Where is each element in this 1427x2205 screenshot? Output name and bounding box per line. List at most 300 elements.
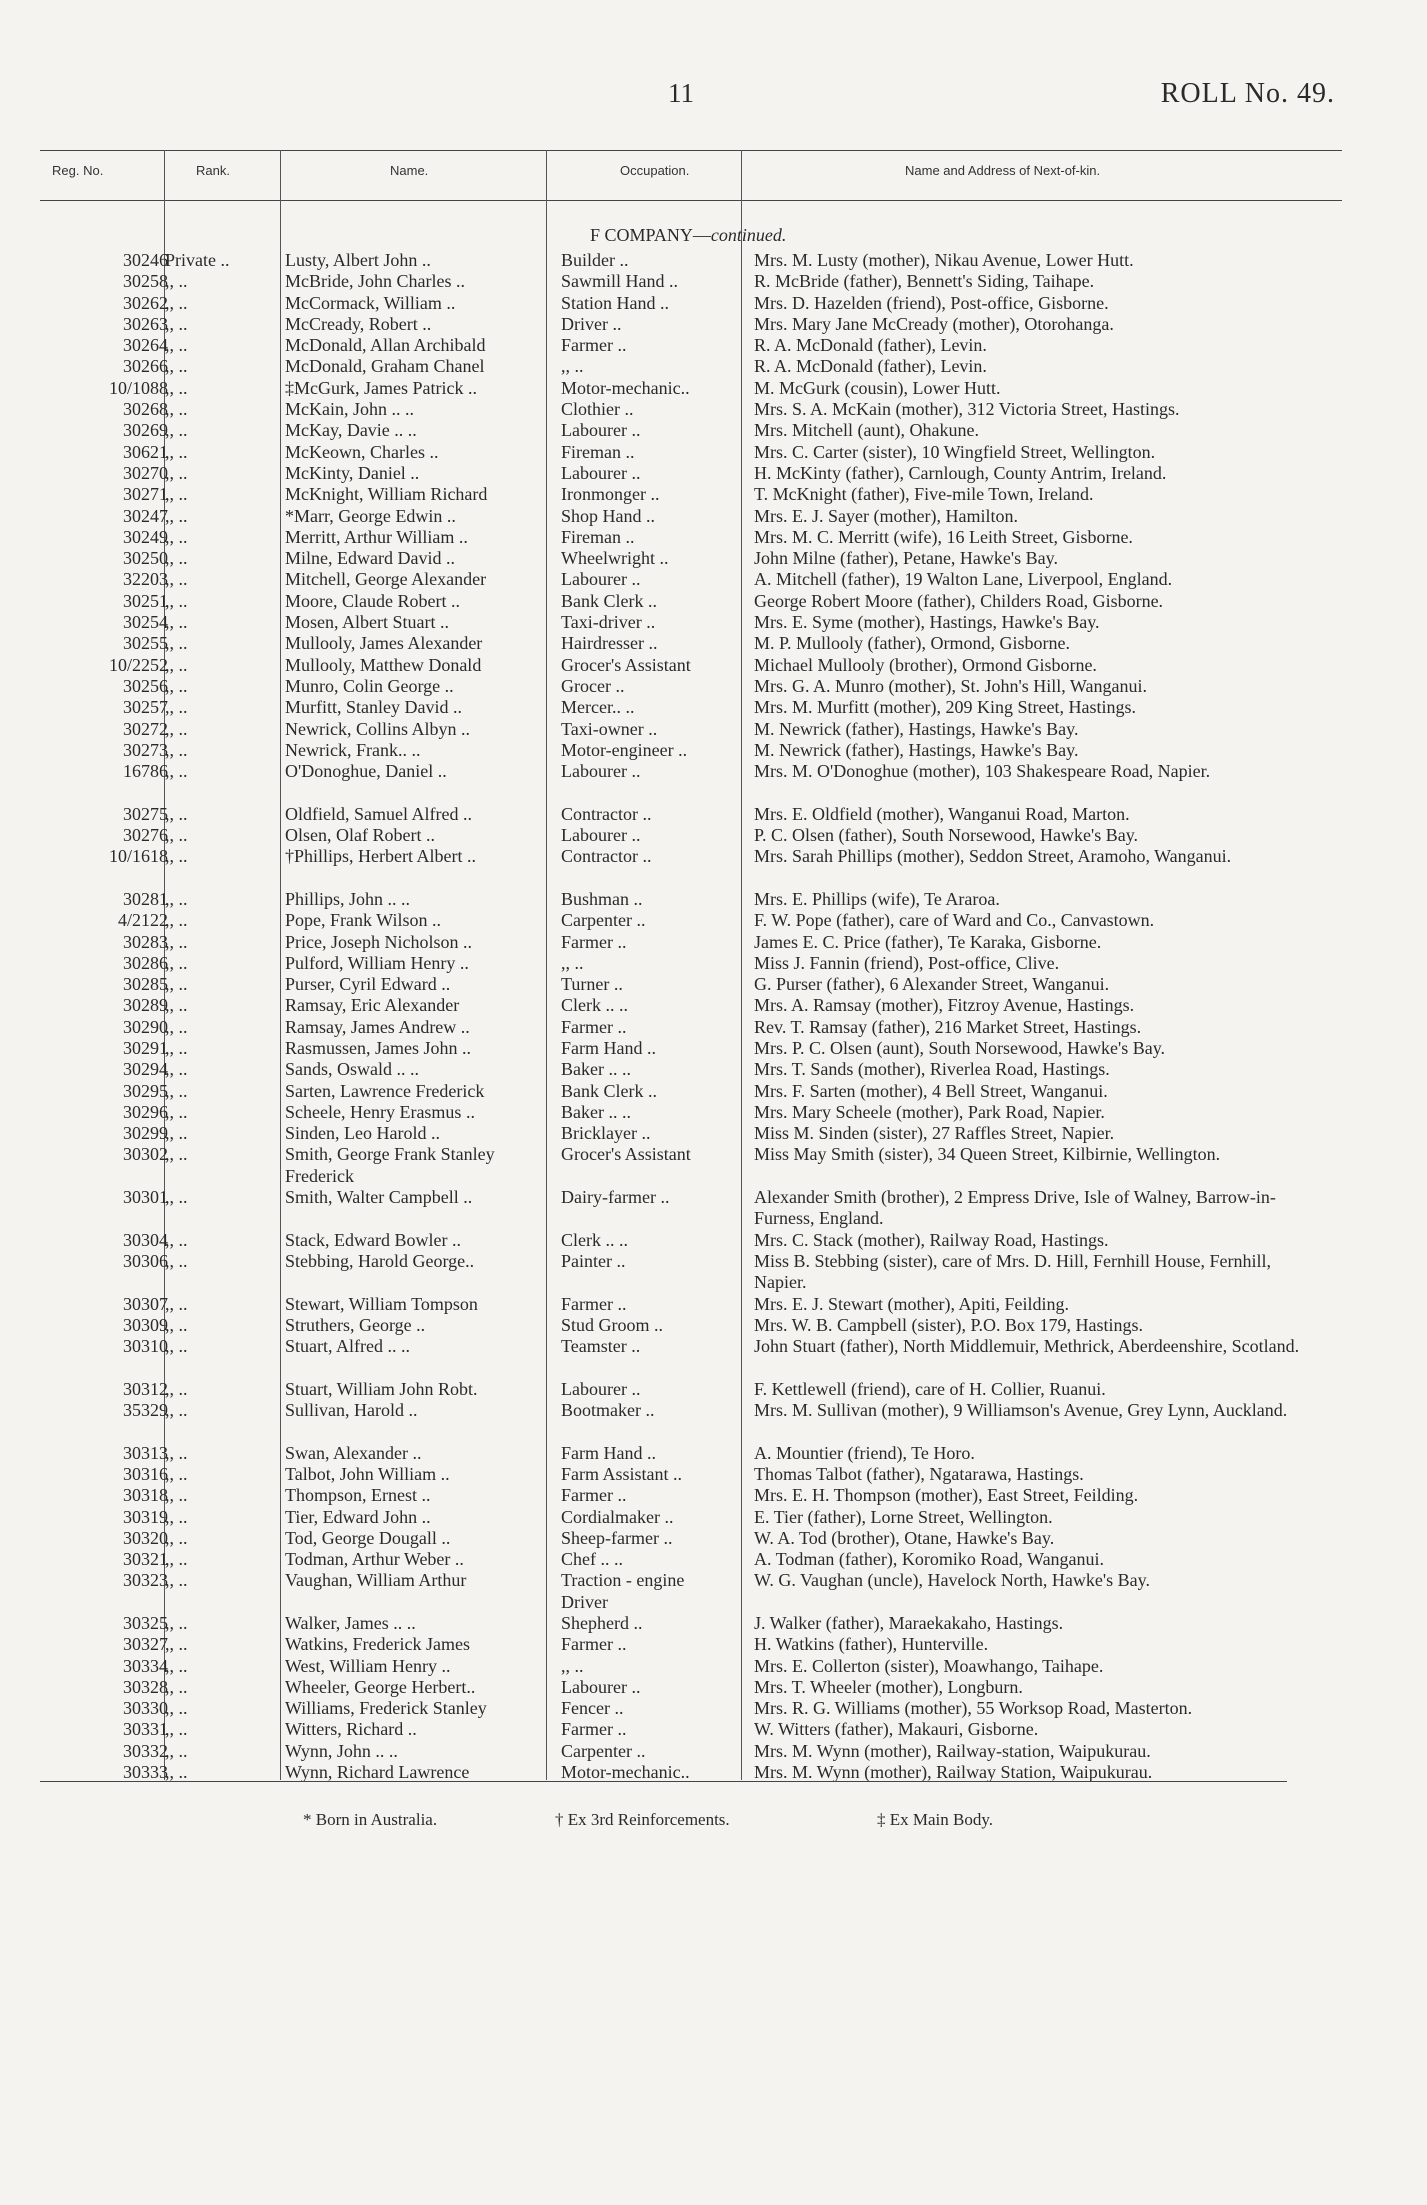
cell-rank: ,, .. <box>165 1570 188 1591</box>
cell-occupation: Builder .. <box>561 250 629 270</box>
table-row <box>0 932 1427 953</box>
cell-next-of-kin: Mrs. T. Sands (mother), Riverlea Road, Hastings. <box>754 1059 1110 1080</box>
cell-reg-no: 30283 <box>123 931 168 952</box>
table-row <box>0 825 1427 846</box>
cell-rank: ,, .. <box>165 1293 188 1314</box>
cell-name: *Marr, George Edwin .. <box>285 505 456 526</box>
cell-name: Scheele, Henry Erasmus .. <box>285 1101 475 1122</box>
cell-occupation: Clerk .. .. <box>561 995 628 1016</box>
cell-occupation: Cordialmaker .. <box>561 1506 674 1527</box>
cell-reg-no: 30333 <box>123 1762 168 1783</box>
cell-reg-no: 30295 <box>123 1080 168 1101</box>
table-row <box>0 484 1427 505</box>
cell-occupation: Hairdresser .. <box>561 633 658 654</box>
cell-rank: ,, .. <box>165 1485 188 1506</box>
cell-occupation: Farmer .. <box>561 1016 627 1037</box>
table-row <box>0 1379 1427 1400</box>
cell-occupation: Sawmill Hand .. <box>561 271 678 292</box>
cell-occupation: Painter .. <box>561 1250 626 1271</box>
cell-occupation: Baker .. .. <box>561 1101 631 1122</box>
table-row <box>0 655 1427 676</box>
table-row <box>0 1102 1427 1123</box>
roll-title: ROLL No. 49. <box>1160 78 1335 109</box>
cell-occupation: Contractor .. <box>561 846 652 867</box>
cell-next-of-kin: G. Purser (father), 6 Alexander Street, Wanganui. <box>754 974 1110 995</box>
cell-occupation: Bank Clerk .. <box>561 1080 657 1101</box>
cell-name: Rasmussen, James John .. <box>285 1037 471 1058</box>
cell-occupation: Fencer .. <box>561 1698 624 1719</box>
table-row <box>0 1315 1427 1336</box>
cell-rank: ,, .. <box>165 739 188 760</box>
cell-rank: ,, .. <box>165 1698 188 1719</box>
cell-rank: ,, .. <box>165 761 188 782</box>
cell-reg-no: 30255 <box>123 633 168 654</box>
table-row <box>0 633 1427 654</box>
cell-name: Pope, Frank Wilson .. <box>285 910 441 931</box>
cell-rank: ,, .. <box>165 1016 188 1037</box>
table-row <box>0 761 1427 804</box>
cell-next-of-kin: Mrs. Sarah Phillips (mother), Seddon Street, Aramoho, Wanganui. <box>754 846 1232 867</box>
cell-name: Struthers, George .. <box>285 1314 426 1335</box>
cell-rank: ,, .. <box>165 484 188 505</box>
cell-rank: ,, .. <box>165 1506 188 1527</box>
cell-name: Talbot, John William .. <box>285 1463 450 1484</box>
cell-rank: ,, .. <box>165 271 188 292</box>
cell-occupation: Grocer's Assistant <box>561 654 691 675</box>
table-row <box>0 1400 1427 1443</box>
cell-reg-no: 30249 <box>123 526 168 547</box>
cell-name: Walker, James .. .. <box>285 1613 416 1633</box>
cell-next-of-kin: Mrs. E. Oldfield (mother), Wanganui Road, Marton. <box>754 803 1130 824</box>
cell-rank: ,, .. <box>165 1549 188 1570</box>
cell-next-of-kin: P. C. Olsen (father), South Norsewood, Hawke's Bay. <box>754 825 1139 846</box>
cell-name: Munro, Colin George .. <box>285 675 454 696</box>
cell-name: Price, Joseph Nicholson .. <box>285 931 472 952</box>
cell-next-of-kin: Mrs. A. Ramsay (mother), Fitzroy Avenue, Hastings. <box>754 995 1135 1016</box>
cell-reg-no: 30281 <box>123 888 168 909</box>
cell-rank: ,, .. <box>165 548 188 569</box>
cell-next-of-kin: R. McBride (father), Bennett's Siding, Taihape. <box>754 271 1095 292</box>
cell-occupation: ,, .. <box>561 952 584 973</box>
cell-next-of-kin: Mrs. E. Collerton (sister), Moawhango, Taihape. <box>754 1655 1104 1676</box>
cell-name: Oldfield, Samuel Alfred .. <box>285 803 472 824</box>
cell-next-of-kin: Miss J. Fannin (friend), Post-office, Clive. <box>754 952 1060 973</box>
table-row <box>0 974 1427 995</box>
cell-rank: ,, .. <box>165 931 188 952</box>
column-header-name: Name. <box>390 163 429 178</box>
cell-rank: ,, .. <box>165 803 188 824</box>
cell-occupation: Stud Groom .. <box>561 1314 664 1335</box>
cell-reg-no: 30307 <box>123 1293 168 1314</box>
cell-reg-no: 30321 <box>123 1549 168 1570</box>
cell-reg-no: 30258 <box>123 271 168 292</box>
cell-name: Mullooly, Matthew Donald <box>285 654 482 675</box>
cell-reg-no: 30266 <box>123 356 168 377</box>
cell-name: Sands, Oswald .. .. <box>285 1059 419 1080</box>
cell-occupation: Teamster .. <box>561 1336 641 1357</box>
cell-next-of-kin: Rev. T. Ramsay (father), 216 Market Street, Hastings. <box>754 1016 1142 1037</box>
cell-reg-no: 30263 <box>123 313 168 334</box>
cell-reg-no: 30289 <box>123 995 168 1016</box>
cell-reg-no: 30286 <box>123 952 168 973</box>
cell-name: Stuart, Alfred .. .. <box>285 1336 410 1357</box>
column-header-reg: Reg. No. <box>52 163 104 178</box>
cell-next-of-kin: Mrs. M. Wynn (mother), Railway Station, Waipukurau. <box>754 1762 1153 1783</box>
table-row <box>0 1613 1427 1634</box>
table-row <box>0 1251 1427 1294</box>
cell-next-of-kin: A. Mountier (friend), Te Horo. <box>754 1442 975 1463</box>
cell-reg-no: 30327 <box>123 1634 168 1655</box>
cell-occupation: Dairy-farmer .. <box>561 1187 670 1208</box>
cell-reg-no: 10/1618 <box>108 846 168 867</box>
cell-reg-no: 30247 <box>123 505 168 526</box>
cell-rank: ,, .. <box>165 1463 188 1484</box>
table-row <box>0 420 1427 441</box>
cell-occupation: Clerk .. .. <box>561 1229 628 1250</box>
cell-name: Tod, George Dougall .. <box>285 1527 451 1548</box>
section-suffix: continued. <box>710 225 787 245</box>
cell-occupation: Farmer .. <box>561 931 627 952</box>
cell-reg-no: 30332 <box>123 1740 168 1761</box>
cell-name: Watkins, Frederick James <box>285 1634 471 1655</box>
cell-next-of-kin: Mrs. M. O'Donoghue (mother), 103 Shakespeare Road, Napier. <box>754 761 1211 782</box>
table-row <box>0 293 1427 314</box>
cell-next-of-kin: Mrs. P. C. Olsen (aunt), South Norsewood, Hawke's Bay. <box>754 1037 1166 1058</box>
cell-occupation: Clothier .. <box>561 399 634 420</box>
cell-reg-no: 30323 <box>123 1570 168 1591</box>
cell-name: Stuart, William John Robt. <box>285 1378 478 1399</box>
table-row <box>0 1698 1427 1719</box>
cell-occupation: Farm Hand .. <box>561 1037 656 1058</box>
table-row <box>0 1464 1427 1485</box>
cell-name: Witters, Richard .. <box>285 1719 417 1740</box>
cell-reg-no: 32203 <box>123 569 168 590</box>
cell-name: Pulford, William Henry .. <box>285 952 469 973</box>
cell-occupation: Bank Clerk .. <box>561 590 657 611</box>
table-row <box>0 1570 1427 1613</box>
cell-reg-no: 30330 <box>123 1698 168 1719</box>
cell-name: McBride, John Charles .. <box>285 271 465 292</box>
cell-name: Milne, Edward David .. <box>285 548 455 569</box>
cell-occupation: Labourer .. <box>561 569 641 590</box>
cell-name: Wynn, John .. .. <box>285 1740 398 1761</box>
cell-rank: ,, .. <box>165 675 188 696</box>
cell-name: Wynn, Richard Lawrence <box>285 1762 470 1783</box>
table-row <box>0 846 1427 889</box>
cell-name: O'Donoghue, Daniel .. <box>285 761 447 782</box>
table-row <box>0 910 1427 931</box>
cell-name: McDonald, Graham Chanel <box>285 356 485 377</box>
cell-rank: ,, .. <box>165 995 188 1016</box>
cell-next-of-kin: W. Witters (father), Makauri, Gisborne. <box>754 1719 1039 1740</box>
table-row <box>0 1336 1427 1379</box>
cell-name: McCormack, William .. <box>285 292 456 313</box>
table-row <box>0 1017 1427 1038</box>
table-row <box>0 1144 1427 1187</box>
table-row <box>0 1294 1427 1315</box>
table-row <box>0 1741 1427 1762</box>
cell-rank: ,, .. <box>165 697 188 718</box>
nominal-roll-table <box>0 250 1427 1783</box>
table-row <box>0 399 1427 420</box>
table-row <box>0 527 1427 548</box>
table-row <box>0 1634 1427 1655</box>
cell-next-of-kin: M. P. Mullooly (father), Ormond, Gisborne. <box>754 633 1070 654</box>
table-row <box>0 1123 1427 1144</box>
cell-next-of-kin: James E. C. Price (father), Te Karaka, Gisborne. <box>754 931 1102 952</box>
cell-reg-no: 30316 <box>123 1463 168 1484</box>
cell-name: Mosen, Albert Stuart .. <box>285 612 449 633</box>
cell-occupation: Grocer .. <box>561 675 625 696</box>
cell-reg-no: 16786 <box>123 761 168 782</box>
cell-occupation: Farmer .. <box>561 1719 627 1740</box>
cell-rank: ,, .. <box>165 952 188 973</box>
cell-rank: ,, .. <box>165 825 188 846</box>
cell-occupation: Carpenter .. <box>561 910 646 931</box>
cell-next-of-kin: Mrs. R. G. Williams (mother), 55 Worksop Road, Masterton. <box>754 1698 1193 1719</box>
cell-next-of-kin: John Stuart (father), North Middlemuir, Methrick, Aberdeenshire, Scotland. <box>754 1336 1300 1357</box>
cell-rank: ,, .. <box>165 335 188 356</box>
cell-occupation: Taxi-driver .. <box>561 612 656 633</box>
cell-next-of-kin: Mrs. M. Sullivan (mother), 9 Williamson's Avenue, Grey Lynn, Auckland. <box>754 1400 1288 1421</box>
cell-next-of-kin: Miss M. Sinden (sister), 27 Raffles Street, Napier. <box>754 1123 1115 1144</box>
cell-reg-no: 30302 <box>123 1144 168 1165</box>
table-row <box>0 889 1427 910</box>
cell-occupation: Motor-mechanic.. <box>561 377 690 398</box>
cell-rank: ,, .. <box>165 526 188 547</box>
cell-occupation: Farm Hand .. <box>561 1442 656 1463</box>
cell-rank: ,, .. <box>165 1059 188 1080</box>
table-row <box>0 1507 1427 1528</box>
cell-rank: ,, .. <box>165 1613 188 1633</box>
cell-occupation: Labourer .. <box>561 462 641 483</box>
cell-rank: ,, .. <box>165 846 188 867</box>
cell-rank: Private .. <box>165 250 230 270</box>
cell-next-of-kin: Michael Mullooly (brother), Ormond Gisborne. <box>754 654 1097 675</box>
cell-rank: ,, .. <box>165 1400 188 1421</box>
cell-name: Stebbing, Harold George.. <box>285 1250 475 1271</box>
cell-reg-no: 30254 <box>123 612 168 633</box>
cell-rank: ,, .. <box>165 633 188 654</box>
cell-rank: ,, .. <box>165 1719 188 1740</box>
table-row <box>0 612 1427 633</box>
cell-name: Williams, Frederick Stanley <box>285 1698 487 1719</box>
cell-occupation: Farm Assistant .. <box>561 1463 683 1484</box>
cell-rank: ,, .. <box>165 1336 188 1357</box>
cell-occupation: ,, .. <box>561 1655 584 1676</box>
cell-next-of-kin: Alexander Smith (brother), 2 Empress Drive, Isle of Walney, Barrow-in-Furness, England. <box>754 1187 1276 1229</box>
table-row <box>0 1719 1427 1740</box>
cell-occupation: Labourer .. <box>561 420 641 441</box>
cell-next-of-kin: Mrs. E. J. Sayer (mother), Hamilton. <box>754 505 1018 526</box>
cell-next-of-kin: W. G. Vaughan (uncle), Havelock North, Hawke's Bay. <box>754 1570 1150 1591</box>
cell-next-of-kin: Mrs. C. Carter (sister), 10 Wingfield Street, Wellington. <box>754 441 1156 462</box>
cell-next-of-kin: Mrs. E. Syme (mother), Hastings, Hawke's Bay. <box>754 612 1100 633</box>
cell-name: Merritt, Arthur William .. <box>285 526 468 547</box>
cell-next-of-kin: George Robert Moore (father), Childers Road, Gisborne. <box>754 590 1164 611</box>
cell-reg-no: 30621 <box>123 441 168 462</box>
cell-reg-no: 30273 <box>123 739 168 760</box>
table-row <box>0 995 1427 1016</box>
cell-occupation: Chef .. .. <box>561 1549 623 1570</box>
cell-occupation: Ironmonger .. <box>561 484 660 505</box>
cell-reg-no: 4/2122 <box>117 910 168 931</box>
cell-reg-no: 10/2252 <box>108 654 168 675</box>
cell-name: McDonald, Allan Archibald <box>285 335 486 356</box>
cell-name: McKnight, William Richard <box>285 484 488 505</box>
cell-next-of-kin: Mrs. S. A. McKain (mother), 312 Victoria Street, Hastings. <box>754 399 1180 420</box>
cell-occupation: Farmer .. <box>561 1634 627 1655</box>
footnote-ex-main: ‡ Ex Main Body. <box>877 1810 994 1829</box>
table-row <box>0 569 1427 590</box>
cell-rank: ,, .. <box>165 505 188 526</box>
cell-name: Thompson, Ernest .. <box>285 1485 431 1506</box>
table-row <box>0 378 1427 399</box>
cell-name: West, William Henry .. <box>285 1655 451 1676</box>
cell-name: McCready, Robert .. <box>285 313 432 334</box>
cell-rank: ,, .. <box>165 377 188 398</box>
cell-reg-no: 30256 <box>123 675 168 696</box>
cell-reg-no: 30246 <box>123 250 168 270</box>
cell-occupation: Farmer .. <box>561 335 627 356</box>
cell-name: Sinden, Leo Harold .. <box>285 1123 440 1144</box>
cell-occupation: Driver .. <box>561 313 622 334</box>
cell-rank: ,, .. <box>165 313 188 334</box>
page-number: 11 <box>668 78 694 108</box>
table-row <box>0 1485 1427 1506</box>
cell-rank: ,, .. <box>165 1250 188 1271</box>
cell-next-of-kin: Mrs. M. C. Merritt (wife), 16 Leith Street, Gisborne. <box>754 526 1133 547</box>
cell-reg-no: 30304 <box>123 1229 168 1250</box>
cell-reg-no: 30309 <box>123 1314 168 1335</box>
cell-rank: ,, .. <box>165 1080 188 1101</box>
cell-next-of-kin: John Milne (father), Petane, Hawke's Bay. <box>754 548 1058 569</box>
cell-reg-no: 30264 <box>123 335 168 356</box>
cell-occupation: Carpenter .. <box>561 1740 646 1761</box>
cell-rank: ,, .. <box>165 1314 188 1335</box>
table-row <box>0 1230 1427 1251</box>
cell-occupation: Shepherd .. <box>561 1613 643 1633</box>
cell-reg-no: 30328 <box>123 1676 168 1697</box>
cell-reg-no: 30299 <box>123 1123 168 1144</box>
cell-name: Sullivan, Harold .. <box>285 1400 418 1421</box>
cell-rank: ,, .. <box>165 612 188 633</box>
cell-next-of-kin: W. A. Tod (brother), Otane, Hawke's Bay. <box>754 1527 1055 1548</box>
table-row <box>0 271 1427 292</box>
cell-name: ‡McGurk, James Patrick .. <box>285 377 477 398</box>
table-row <box>0 1081 1427 1102</box>
table-row <box>0 697 1427 718</box>
cell-next-of-kin: J. Walker (father), Maraekakaho, Hastings. <box>754 1613 1064 1633</box>
cell-next-of-kin: F. Kettlewell (friend), care of H. Collier, Ruanui. <box>754 1378 1106 1399</box>
table-row <box>0 719 1427 740</box>
cell-name: Mitchell, George Alexander <box>285 569 487 590</box>
cell-occupation: Wheelwright .. <box>561 548 669 569</box>
cell-occupation: Bootmaker .. <box>561 1400 655 1421</box>
cell-rank: ,, .. <box>165 654 188 675</box>
cell-name: McKay, Davie .. .. <box>285 420 417 441</box>
cell-rank: ,, .. <box>165 441 188 462</box>
cell-reg-no: 30291 <box>123 1037 168 1058</box>
cell-reg-no: 30257 <box>123 697 168 718</box>
cell-next-of-kin: A. Todman (father), Koromiko Road, Wanganui. <box>754 1549 1105 1570</box>
cell-reg-no: 30325 <box>123 1613 168 1633</box>
cell-reg-no: 30285 <box>123 974 168 995</box>
column-header-rank: Rank. <box>196 163 230 178</box>
cell-name: Smith, Walter Campbell .. <box>285 1187 473 1208</box>
cell-reg-no: 35329 <box>123 1400 168 1421</box>
cell-name: Olsen, Olaf Robert .. <box>285 825 435 846</box>
cell-rank: ,, .. <box>165 1634 188 1655</box>
cell-next-of-kin: Mrs. M. Lusty (mother), Nikau Avenue, Lower Hutt. <box>754 250 1134 270</box>
cell-occupation: Fireman .. <box>561 441 635 462</box>
footnote-ex-3rd: † Ex 3rd Reinforcements. <box>555 1810 730 1829</box>
table-row <box>0 1187 1427 1230</box>
table-row <box>0 1443 1427 1464</box>
cell-name: Mullooly, James Alexander <box>285 633 483 654</box>
cell-occupation: Bricklayer .. <box>561 1123 651 1144</box>
table-row <box>0 463 1427 484</box>
cell-next-of-kin: A. Mitchell (father), 19 Walton Lane, Liverpool, England. <box>754 569 1173 590</box>
cell-occupation: Farmer .. <box>561 1485 627 1506</box>
cell-rank: ,, .. <box>165 1527 188 1548</box>
cell-name: Wheeler, George Herbert.. <box>285 1676 476 1697</box>
cell-rank: ,, .. <box>165 462 188 483</box>
cell-next-of-kin: Miss B. Stebbing (sister), care of Mrs. D. Hill, Fernhill House, Fernhill, Napier. <box>754 1250 1271 1293</box>
cell-next-of-kin: M. Newrick (father), Hastings, Hawke's Bay. <box>754 718 1079 739</box>
table-row <box>0 548 1427 569</box>
cell-reg-no: 30334 <box>123 1655 168 1676</box>
cell-occupation: Sheep-farmer .. <box>561 1527 673 1548</box>
cell-next-of-kin: Mrs. E. Phillips (wife), Te Araroa. <box>754 888 1000 909</box>
table-row <box>0 335 1427 356</box>
cell-occupation: Labourer .. <box>561 1378 641 1399</box>
cell-next-of-kin: Mrs. E. J. Stewart (mother), Apiti, Feilding. <box>754 1293 1069 1314</box>
cell-next-of-kin: Mrs. M. Murfitt (mother), 209 King Street, Hastings. <box>754 697 1136 718</box>
cell-reg-no: 30319 <box>123 1506 168 1527</box>
cell-reg-no: 30318 <box>123 1485 168 1506</box>
table-row <box>0 953 1427 974</box>
cell-rank: ,, .. <box>165 399 188 420</box>
footnote-born-australia: * Born in Australia. <box>303 1810 438 1829</box>
cell-next-of-kin: H. McKinty (father), Carnlough, County Antrim, Ireland. <box>754 462 1167 483</box>
cell-reg-no: 30313 <box>123 1442 168 1463</box>
cell-next-of-kin: F. W. Pope (father), care of Ward and Co., Canvastown. <box>754 910 1155 931</box>
table-row <box>0 442 1427 463</box>
cell-rank: ,, .. <box>165 1101 188 1122</box>
cell-occupation: ,, .. <box>561 356 584 377</box>
cell-rank: ,, .. <box>165 356 188 377</box>
cell-next-of-kin: R. A. McDonald (father), Levin. <box>754 356 987 377</box>
cell-name: McKeown, Charles .. <box>285 441 439 462</box>
cell-next-of-kin: Mrs. Mitchell (aunt), Ohakune. <box>754 420 979 441</box>
cell-name: McKinty, Daniel .. <box>285 462 420 483</box>
table-row <box>0 1059 1427 1080</box>
cell-occupation: Grocer's Assistant <box>561 1144 691 1165</box>
cell-next-of-kin: M. Newrick (father), Hastings, Hawke's Bay. <box>754 739 1079 760</box>
cell-reg-no: 30290 <box>123 1016 168 1037</box>
table-row <box>0 804 1427 825</box>
cell-occupation: Shop Hand .. <box>561 505 655 526</box>
cell-reg-no: 30301 <box>123 1187 168 1208</box>
table-row <box>0 506 1427 527</box>
cell-reg-no: 30269 <box>123 420 168 441</box>
table-row <box>0 1528 1427 1549</box>
table-bottom-rule <box>40 1781 1287 1782</box>
cell-occupation: Contractor .. <box>561 803 652 824</box>
cell-name: †Phillips, Herbert Albert .. <box>285 846 476 867</box>
cell-rank: ,, .. <box>165 1037 188 1058</box>
